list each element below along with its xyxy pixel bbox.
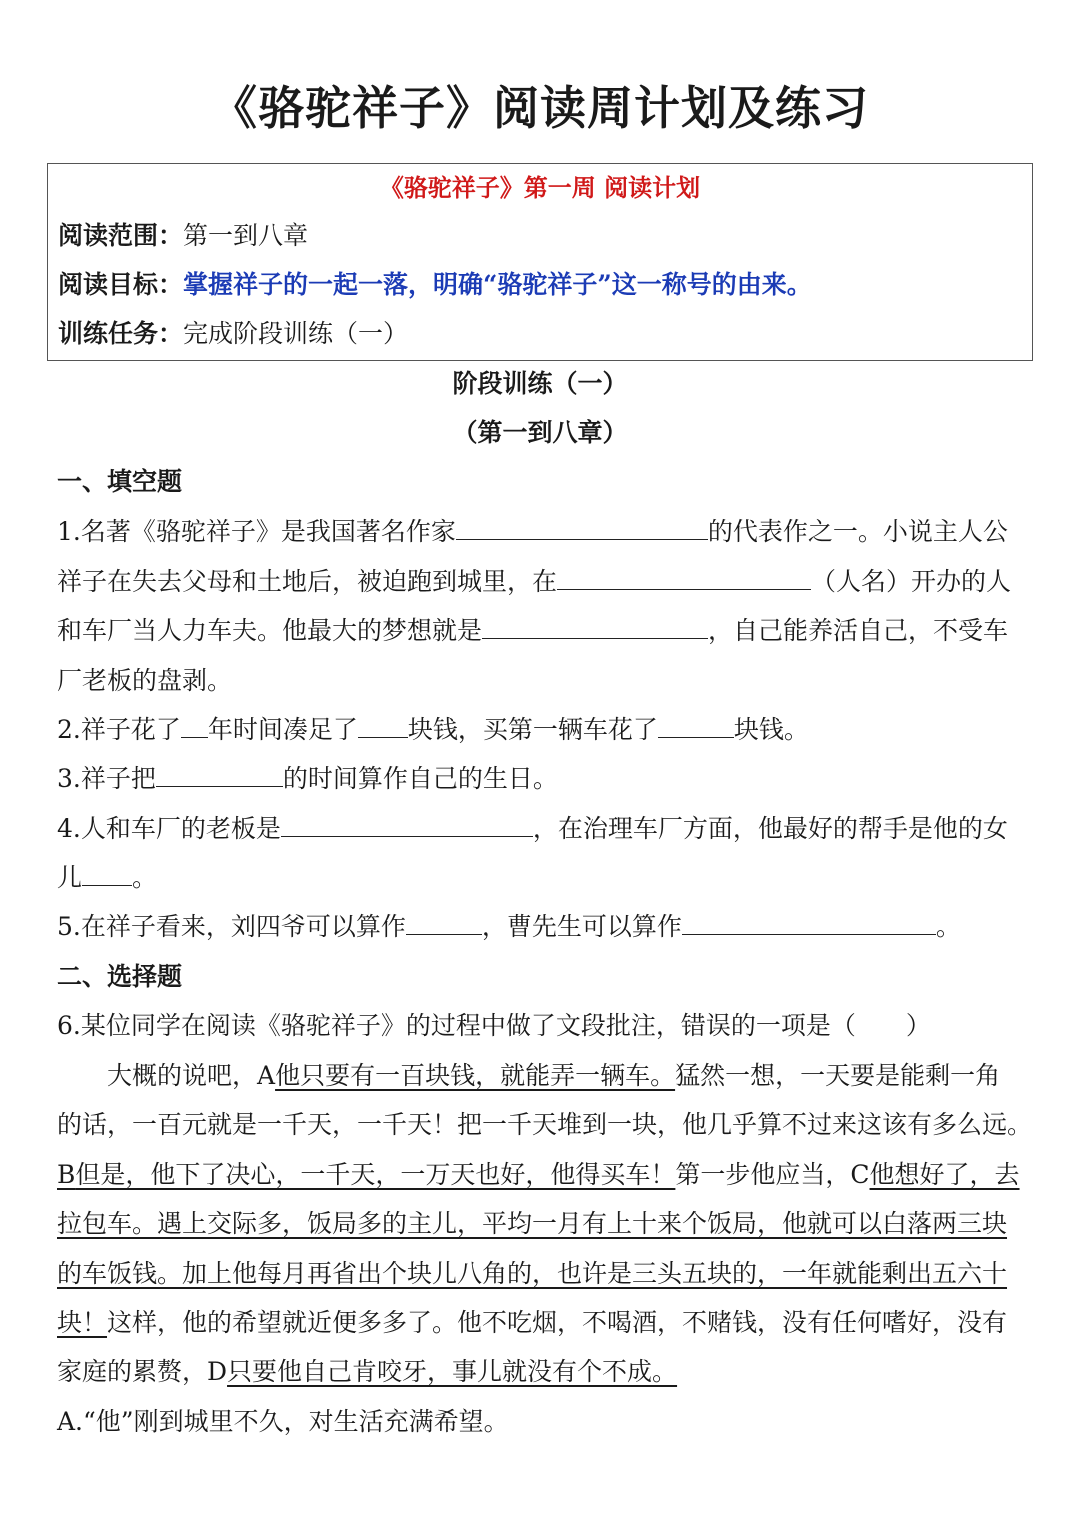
reading-plan-box (47, 163, 1033, 361)
section-fill-blank-heading: 一、填空题 (57, 467, 183, 496)
scope-label: 阅读范围： (58, 221, 184, 250)
answer-blank[interactable] (358, 715, 408, 738)
answer-blank[interactable] (482, 616, 708, 639)
passage-line-5: 的车饭钱。加上他每月再省出个块儿八角的，也许是三头五块的，一年就能剩出五六十 (57, 1259, 1008, 1288)
question-1-line-3: 和车厂当人力车夫。他最大的梦想就是 ，自己能养活自己，不受车 (57, 616, 1009, 645)
question-1-line-4: 厂老板的盘剥。 (57, 666, 233, 695)
question-3: 3.祥子把 的时间算作自己的生日。 (57, 764, 558, 793)
plan-goal-row (58, 265, 812, 301)
scope-value: 第一到八章 (183, 221, 309, 250)
option-a[interactable]: A.“他”刚到城里不久，对生活充满希望。 (57, 1407, 509, 1436)
page-title: 《骆驼祥子》阅读周计划及练习 (211, 81, 869, 135)
plan-heading: 《骆驼祥子》第一周 阅读计划 (379, 173, 701, 202)
answer-blank[interactable] (456, 517, 708, 540)
task-label: 训练任务： (58, 319, 184, 348)
passage-line-3: B但是，他下了决心，一千天，一万天也好，他得买车！第一步他应当，C他想好了，去 (57, 1160, 1020, 1189)
question-2: 2.祥子花了 年时间凑足了 块钱，买第一辆车花了 块钱。 (57, 715, 809, 744)
passage-line-7: 家庭的累赘，D只要他自己肯咬牙，事儿就没有个不成。 (57, 1357, 678, 1386)
exercise-subtitle: （第一到八章） (452, 418, 628, 447)
answer-blank[interactable] (658, 715, 734, 738)
question-6: 6.某位同学在阅读《骆驼祥子》的过程中做了文段批注，错误的一项是（ ） (57, 1011, 931, 1040)
plan-scope-row (58, 216, 308, 252)
goal-value: 掌握祥子的一起一落，明确“骆驼祥子”这一称号的由来。 (183, 270, 812, 299)
answer-blank[interactable] (181, 715, 208, 738)
answer-blank[interactable] (682, 912, 936, 935)
section-choice-heading: 二、选择题 (57, 962, 183, 991)
passage-line-6: 块！这样，他的希望就近便多多了。他不吃烟，不喝酒，不赌钱，没有任何嗜好，没有 (57, 1308, 1008, 1337)
question-1-line-2: 祥子在失去父母和土地后，被迫跑到城里，在 （人名）开办的人 (57, 567, 1012, 596)
question-5: 5.在祥子看来，刘四爷可以算作 ，曹先生可以算作 。 (57, 912, 961, 941)
answer-blank[interactable] (406, 912, 482, 935)
question-4-line-2: 儿 。 (57, 863, 158, 892)
passage-line-2: 的话，一百元就是一千天，一千天！把一千天堆到一块，他几乎算不过来这该有多么远。 (57, 1110, 1033, 1139)
passage-line-4: 拉包车。遇上交际多，饭局多的主儿，平均一月有上十来个饭局，他就可以白落两三块 (57, 1209, 1008, 1238)
question-1-line-1: 1.名著《骆驼祥子》是我国著名作家 的代表作之一。小说主人公 (57, 517, 1008, 546)
annotated-text-a: 他只要有一百块钱，就能弄一辆车。 (275, 1061, 676, 1090)
answer-blank[interactable] (82, 863, 132, 886)
task-value: 完成阶段训练（一） (183, 319, 409, 348)
goal-label: 阅读目标： (58, 270, 184, 299)
annotated-text-b: 但是，他下了决心，一千天，一万天也好，他得买车！ (75, 1160, 676, 1189)
passage-line-1: 大概的说吧，A他只要有一百块钱，就能弄一辆车。猛然一想，一天要是能剩一角 (107, 1061, 1001, 1090)
answer-blank[interactable] (281, 814, 533, 837)
answer-blank[interactable] (557, 567, 811, 590)
answer-blank[interactable] (156, 764, 283, 787)
question-4-line-1: 4.人和车厂的老板是 ，在治理车厂方面，他最好的帮手是他的女 (57, 814, 1008, 843)
annotated-text-d: 只要他自己肯咬牙，事儿就没有个不成。 (227, 1357, 678, 1386)
plan-task-row (58, 314, 408, 350)
annotated-text-c: 他想好了，去 (869, 1160, 1020, 1189)
exercise-title: 阶段训练（一） (452, 369, 628, 398)
